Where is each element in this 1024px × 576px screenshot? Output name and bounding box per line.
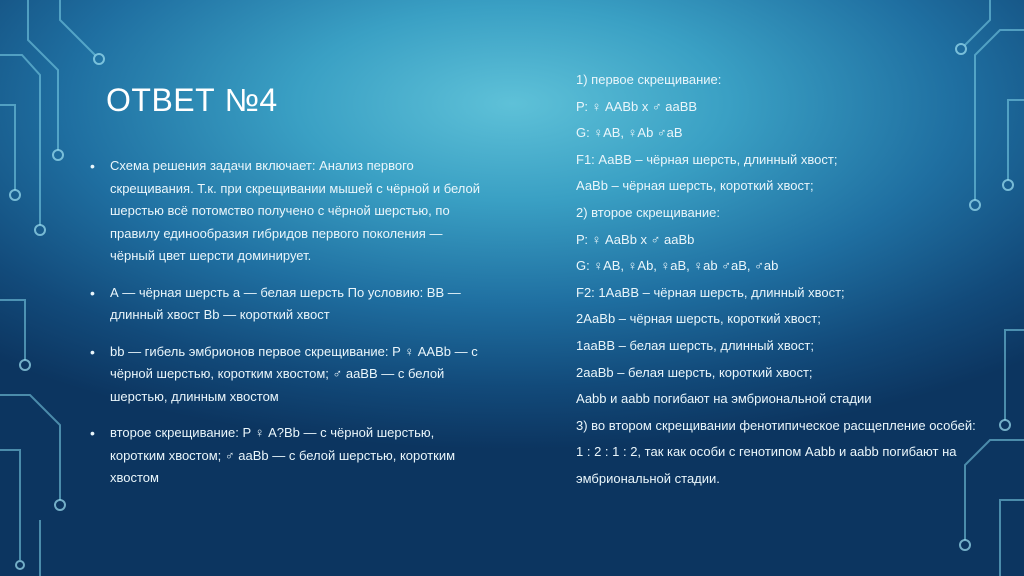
solution-line: 2) второе скрещивание: <box>576 204 721 220</box>
left-bullet-list <box>90 155 490 504</box>
solution-line: АаВb – чёрная шерсть, короткий хвост; <box>576 178 814 194</box>
solution-line: G: ♀АВ, ♀Аb ♂аВ <box>576 125 683 141</box>
solution-line: 2ааВb – белая шерсть, короткий хвост; <box>576 364 813 380</box>
list-item: • Схема решения задачи включает: Анализ первого скрещивания. Т.к. при скрещивании мышей с чёрной и белой шерстью всё потомство получено с чёрной шерстью, по правилу единообразия гибридов первого поколения — чёрный цвет шерсти доминирует. <box>90 155 490 268</box>
solution-block <box>576 67 1006 493</box>
solution-line: F1: АаВВ – чёрная шерсть, длинный хвост; <box>576 151 838 167</box>
solution-line: 1ааВВ – белая шерсть, длинный хвост; <box>576 337 814 353</box>
solution-line: F2: 1АаВВ – чёрная шерсть, длинный хвост; <box>576 284 845 300</box>
solution-line: 1 : 2 : 1 : 2, так как особи с генотипом Ааbb и ааbb погибают на <box>576 444 957 460</box>
list-item: • bb — гибель эмбрионов первое скрещивание: Р ♀ ААВb — с чёрной шерстью, коротким хвостом; ♂ ааВВ — с белой шерстью, длинным хвостом <box>90 341 490 409</box>
solution-line: 1) первое скрещивание: <box>576 72 722 87</box>
slide-title: ОТВЕТ №4 <box>106 82 278 118</box>
solution-line: Ааbb и ааbb погибают на эмбриональной стадии <box>576 391 872 407</box>
solution-line: эмбриональной стадии. <box>576 470 720 486</box>
solution-line: Р: ♀ АаВb х ♂ ааВb <box>576 231 695 247</box>
solution-line: G: ♀АВ, ♀Аb, ♀аВ, ♀аb ♂аВ, ♂аb <box>576 258 779 274</box>
solution-line: 2АаВb – чёрная шерсть, короткий хвост; <box>576 311 821 327</box>
list-item: • А — чёрная шерсть а — белая шерсть По условию: ВВ — длинный хвост Вb — короткий хвост <box>90 282 490 327</box>
list-item: • второе скрещивание: Р ♀ А?Вb — с чёрной шерстью, коротким хвостом; ♂ ааВb — с белой шерстью, коротким хвостом <box>90 422 490 490</box>
solution-line: Р: ♀ ААВb х ♂ ааВВ <box>576 98 698 114</box>
solution-line: 3) во втором скрещивании фенотипическое расщепление особей: <box>576 417 976 433</box>
